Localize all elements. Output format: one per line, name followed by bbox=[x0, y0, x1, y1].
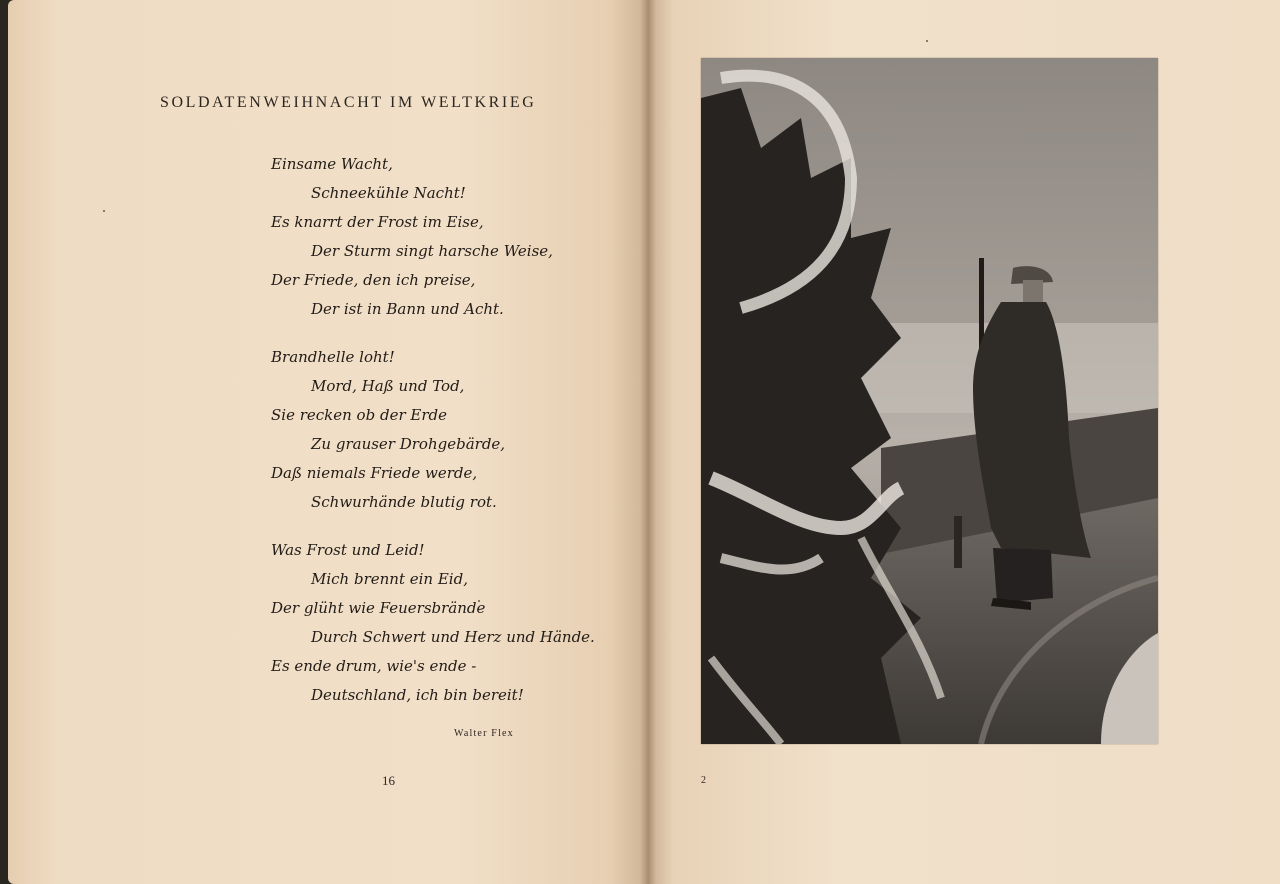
running-head: SOLDATENWEIHNACHT IM WELTKRIEG bbox=[160, 94, 537, 111]
paper-speck bbox=[103, 210, 105, 212]
page-number-right: 2 bbox=[701, 775, 706, 786]
stanza-1 bbox=[271, 150, 611, 324]
verse-line: Es ende drum, wie's ende - bbox=[271, 657, 477, 675]
verse-line: Mord, Haß und Tod, bbox=[311, 377, 465, 395]
verse-line: Schwurhände blutig rot. bbox=[311, 493, 497, 511]
verse-line: Daß niemals Friede werde, bbox=[271, 464, 478, 482]
verse-line: Der glüht wie Feuersbrände bbox=[271, 599, 486, 617]
photo-post bbox=[954, 516, 962, 568]
verse-line: Brandhelle loht! bbox=[271, 348, 395, 366]
verse-line: Sie recken ob der Erde bbox=[271, 406, 447, 424]
verse-line: Durch Schwert und Herz und Hände. bbox=[311, 628, 595, 646]
verse-line: Der Sturm singt harsche Weise, bbox=[311, 242, 553, 260]
verse-line: Schneekühle Nacht! bbox=[311, 184, 466, 202]
verse-line: Es knarrt der Frost im Eise, bbox=[271, 213, 484, 231]
paper-speck bbox=[926, 40, 928, 42]
verse-line: Der ist in Bann und Acht. bbox=[311, 300, 504, 318]
verse-line: Deutschland, ich bin bereit! bbox=[311, 686, 524, 704]
stanza-3 bbox=[271, 536, 611, 710]
verse-line: Mich brennt ein Eid, bbox=[311, 570, 468, 588]
verse-line: Einsame Wacht, bbox=[271, 155, 393, 173]
poem bbox=[271, 150, 611, 729]
author-credit: Walter Flex bbox=[454, 728, 514, 739]
verse-line: Der Friede, den ich preise, bbox=[271, 271, 476, 289]
verse-line: Was Frost und Leid! bbox=[271, 541, 425, 559]
soldier-photo bbox=[701, 58, 1158, 744]
stanza-2 bbox=[271, 343, 611, 517]
verse-line: Zu grauser Drohgebärde, bbox=[311, 435, 506, 453]
page-number-left: 16 bbox=[382, 773, 395, 788]
